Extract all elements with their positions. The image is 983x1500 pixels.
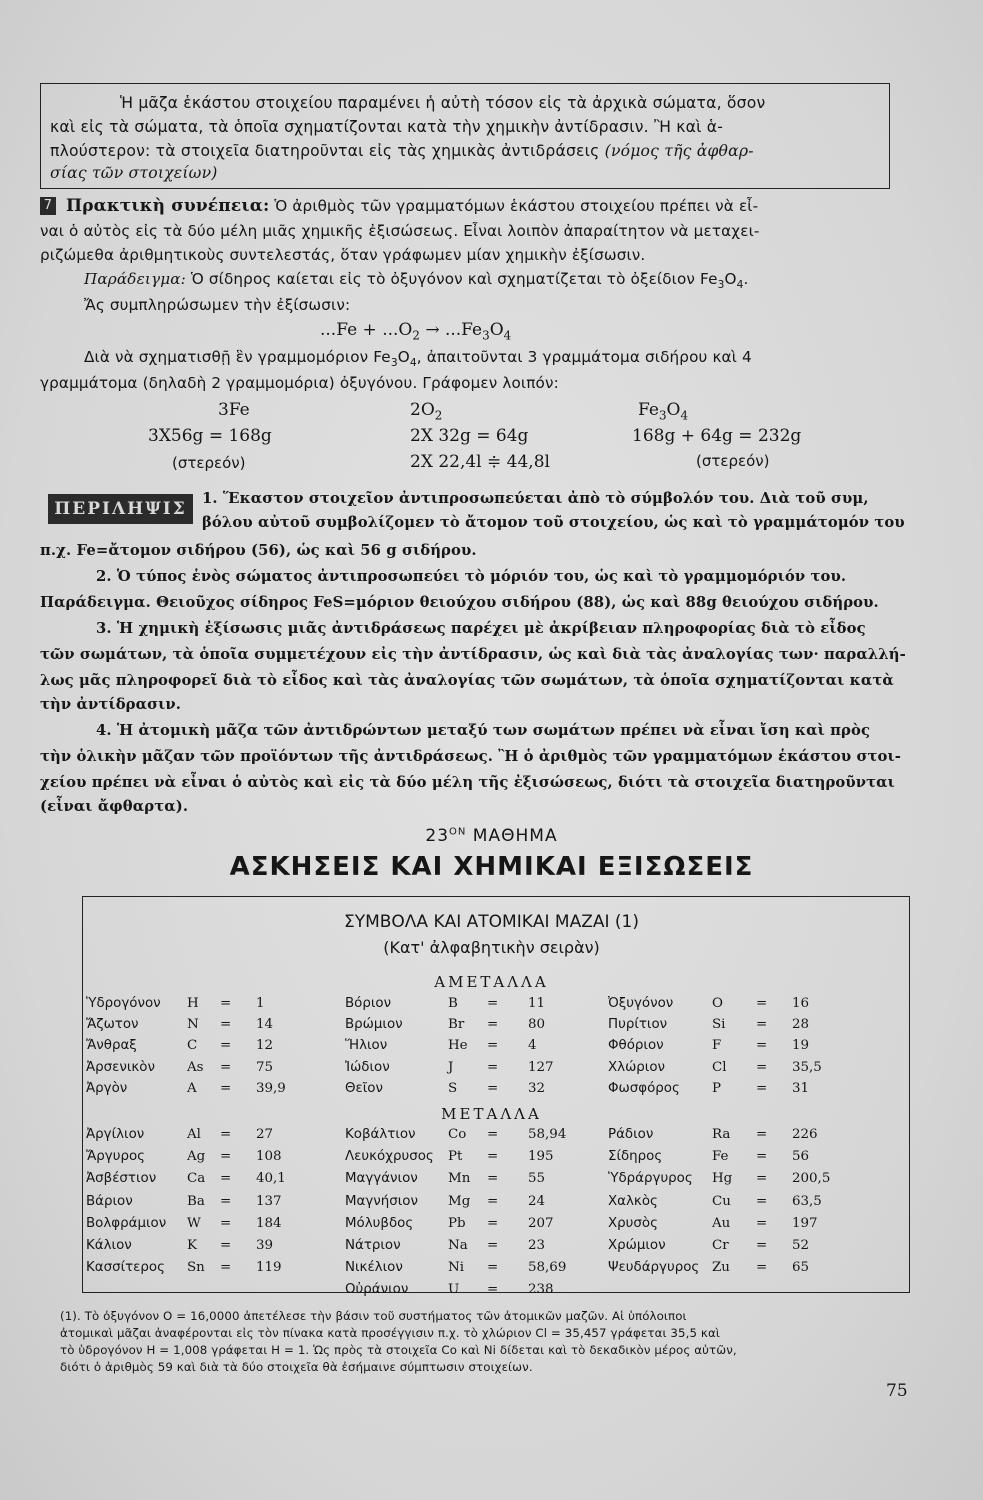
metals-name: Ράδιον — [608, 1127, 654, 1142]
footnote-line-4: διότι ὁ ἀριθμὸς 59 καὶ διὰ τὰ δύο στοιχεῖα θὰ ἐσήμαινε σύμπτωσιν στοιχείων. — [60, 1360, 533, 1374]
nonmetals-symbol: Cl — [712, 1059, 727, 1075]
metals-symbol: K — [187, 1238, 198, 1253]
metals-equals: = — [487, 1260, 499, 1276]
eq-part-b: → ...Fe — [419, 320, 483, 340]
metals-name: Κασσίτερος — [86, 1260, 165, 1276]
metals-symbol: Na — [448, 1238, 468, 1253]
col3-row2: 168g + 64g = 232g — [632, 426, 802, 446]
nonmetals-name: Βόριον — [345, 996, 392, 1011]
form-a: Διὰ νὰ σχηματισθῇ ἓν γραμμομόριον Fe — [84, 348, 391, 366]
metals-mass: 200,5 — [792, 1171, 831, 1187]
nonmetals-heading: ΑΜΕΤΑΛΛΑ — [434, 973, 549, 991]
metals-symbol: Cr — [712, 1238, 729, 1253]
metals-equals: = — [220, 1193, 232, 1209]
lesson-num: 23 — [425, 826, 450, 846]
nonmetals-mass: 80 — [528, 1017, 546, 1033]
law-line-3-text: πλούστερον: τὰ στοιχεῖα διατηροῦνται εἰς τὰς χημικὰς ἀντιδράσεις — [50, 142, 605, 160]
col2-r1-a: 2O — [410, 400, 435, 420]
practical-line-2: ναι ὁ αὐτὸς εἰς τὰ δύο μέλη μιᾶς χημικῆς ἐξισώσεως. Εἶναι λοιπὸν ἀπαραίτητον νὰ μεταχει- — [40, 222, 760, 240]
metals-symbol: Fe — [712, 1149, 729, 1165]
metals-equals: = — [487, 1193, 499, 1209]
metals-mass: 58,69 — [528, 1260, 567, 1276]
nonmetals-mass: 11 — [528, 996, 546, 1011]
nonmetals-equals: = — [220, 1080, 232, 1096]
nonmetals-name: Βρώμιον — [345, 1017, 403, 1033]
nonmetals-mass: 12 — [256, 1038, 274, 1054]
metals-name: Χρυσὸς — [608, 1215, 658, 1231]
nonmetals-name: Ἀργὸν — [86, 1080, 128, 1096]
metals-equals: = — [220, 1149, 232, 1165]
col3-r1-b: O — [666, 400, 681, 420]
nonmetals-mass: 31 — [792, 1080, 810, 1096]
metals-equals: = — [220, 1215, 232, 1231]
metals-symbol: Ra — [712, 1127, 731, 1142]
example-end: . — [743, 270, 749, 288]
lesson-sup: ΟΝ — [449, 826, 467, 838]
metals-name: Μαγγάνιον — [345, 1171, 418, 1187]
nonmetals-mass: 75 — [256, 1059, 274, 1075]
metals-symbol: U — [448, 1282, 460, 1298]
nonmetals-symbol: H — [187, 996, 199, 1011]
col1-row3: (στερεόν) — [172, 454, 246, 472]
metals-equals: = — [487, 1171, 499, 1187]
metals-name: Σίδηρος — [608, 1149, 663, 1165]
metals-name: Ἀργίλιον — [86, 1127, 145, 1142]
metals-mass: 39 — [256, 1238, 274, 1253]
summary-line-11: τὴν ὁλικὴν μᾶζαν τῶν προϊόντων τῆς ἀντιδράσεως. Ἢ ὁ ἀριθμὸς τῶν γραμματόμων ἑκάστου στοι- — [40, 748, 902, 765]
metals-mass: 58,94 — [528, 1127, 567, 1142]
section-number: 7 — [40, 197, 56, 215]
footnote-line-2: ἀτομικαὶ μᾶζαι ἀναφέρονται εἰς τὸν πίνακα κατὰ προσέγγισιν π.χ. τὸ χλώριον Cl = 35,457 γράφεται 35,5 καὶ — [60, 1326, 720, 1340]
summary-line-4: 2. Ὁ τύπος ἑνὸς σώματος ἀντιπροσωπεύει τὸ μόριόν του, ὡς καὶ τὸ γραμμομόριόν του. — [96, 568, 847, 585]
col1-row1: 3Fe — [218, 400, 250, 420]
nonmetals-name: Φωσφόρος — [608, 1080, 680, 1096]
nonmetals-symbol: S — [448, 1080, 458, 1096]
metals-equals: = — [756, 1260, 768, 1276]
summary-label: ΠΕΡΙΛΗΨΙΣ — [48, 494, 193, 524]
nonmetals-mass: 39,9 — [256, 1080, 286, 1096]
metals-mass: 63,5 — [792, 1193, 822, 1209]
metals-name: Ἄργυρος — [86, 1149, 146, 1165]
metals-mass: 226 — [792, 1127, 818, 1142]
footnote-line-3: τὸ ὑδρογόνον H = 1,008 γράφεται H = 1. Ὡς πρὸς τὰ στοιχεῖα Co καὶ Ni δίδεται καὶ τὸ δεκαδικὸν μέρος αὐτῶν, — [60, 1343, 737, 1357]
metals-equals: = — [220, 1127, 232, 1142]
metals-mass: 184 — [256, 1215, 282, 1231]
law-line-2: καὶ εἰς τὰ σώματα, τὰ ὁποῖα σχηματίζονται κατὰ τὴν χημικὴν ἀντίδρασιν. Ἢ καὶ ἁ- — [50, 118, 724, 136]
nonmetals-name: Χλώριον — [608, 1059, 666, 1075]
metals-symbol: Au — [712, 1215, 731, 1231]
example-sub-2: 4 — [736, 278, 744, 292]
metals-symbol: Al — [187, 1127, 201, 1142]
metals-name: Βολφράμιον — [86, 1215, 167, 1231]
metals-symbol: Co — [448, 1127, 467, 1142]
form-sub-2: 4 — [409, 356, 417, 370]
summary-line-12: χείου πρέπει νὰ εἶναι ὁ αὐτὸς καὶ εἰς τὰ δύο μέλη τῆς ἐξισώσεως, διότι τὰ στοιχεῖα διατηροῦνται — [40, 774, 895, 791]
metals-symbol: Pb — [448, 1215, 466, 1231]
equation-skeleton — [320, 320, 511, 342]
metals-equals: = — [756, 1193, 768, 1209]
metals-equals: = — [220, 1238, 232, 1253]
summary-line-8: λως μᾶς πληροφορεῖ διὰ τὸ εἶδος καὶ τὰς ἀναλογίας τῶν σωμάτων, τὰ ὁποῖα σχηματίζονται κατὰ — [40, 672, 894, 689]
metals-equals: = — [756, 1149, 768, 1165]
summary-line-7: τῶν σωμάτων, τὰ ὁποῖα συμμετέχουν εἰς τὴν ἀντίδρασιν, ὡς καὶ διὰ τὰς ἀναλογίας των· παραλλή- — [40, 646, 906, 663]
metals-name: Νικέλιον — [345, 1260, 403, 1276]
footnote-line-1: (1). Τὸ ὀξυγόνον O = 16,0000 ἀπετέλεσε τὴν βάσιν τοῦ συστήματος τῶν ἀτομικῶν μαζῶν. Αἱ ὑπόλοιποι — [60, 1309, 687, 1323]
col2-row1 — [410, 400, 442, 422]
table-title: ΣΥΜΒΟΛΑ ΚΑΙ ΑΤΟΜΙΚΑΙ ΜΑΖΑΙ (1) — [343, 912, 640, 932]
metals-mass: 195 — [528, 1149, 554, 1165]
metals-symbol: Pt — [448, 1149, 463, 1165]
metals-equals: = — [487, 1127, 499, 1142]
nonmetals-mass: 19 — [792, 1038, 810, 1054]
nonmetals-symbol: J — [448, 1059, 454, 1075]
metals-mass: 207 — [528, 1215, 554, 1231]
nonmetals-equals: = — [756, 1038, 768, 1054]
metals-mass: 119 — [256, 1260, 282, 1276]
metals-symbol: Mn — [448, 1171, 471, 1187]
nonmetals-symbol: C — [187, 1038, 198, 1054]
nonmetals-name: Πυρίτιον — [608, 1017, 668, 1033]
metals-symbol: Hg — [712, 1171, 733, 1187]
nonmetals-symbol: O — [712, 996, 723, 1011]
nonmetals-symbol: As — [187, 1059, 204, 1075]
nonmetals-mass: 35,5 — [792, 1059, 822, 1075]
practical-title: Πρακτικὴ συνέπεια: — [66, 196, 270, 216]
col1-row2: 3X56g = 168g — [148, 426, 272, 446]
metals-equals: = — [487, 1282, 499, 1298]
complete-line: Ἄς συμπληρώσωμεν τὴν ἐξίσωσιν: — [84, 296, 351, 314]
col3-r1-a: Fe — [638, 400, 659, 420]
summary-line-3: π.χ. Fe=ἄτομον σιδήρου (56), ὡς καὶ 56 g σιδήρου. — [40, 542, 477, 559]
nonmetals-mass: 16 — [792, 996, 810, 1011]
metals-mass: 52 — [792, 1238, 810, 1253]
nonmetals-equals: = — [756, 1017, 768, 1033]
nonmetals-equals: = — [487, 1080, 499, 1096]
nonmetals-symbol: A — [187, 1080, 197, 1096]
metals-mass: 108 — [256, 1149, 282, 1165]
nonmetals-mass: 32 — [528, 1080, 546, 1096]
col3-row3: (στερεόν) — [696, 452, 770, 470]
eq-part-c: O — [489, 320, 504, 340]
metals-name: Κάλιον — [86, 1238, 132, 1253]
nonmetals-name: Ἥλιον — [345, 1038, 388, 1054]
example-label: Παράδειγμα: — [84, 270, 186, 288]
metals-mass: 56 — [792, 1149, 810, 1165]
metals-equals: = — [220, 1171, 232, 1187]
metals-symbol: Ca — [187, 1171, 206, 1187]
metals-mass: 65 — [792, 1260, 810, 1276]
nonmetals-equals: = — [756, 1059, 768, 1075]
eq-sub-1: 2 — [412, 328, 420, 343]
metals-name: Λευκόχρυσος — [345, 1149, 434, 1165]
lesson-number — [0, 826, 983, 846]
eq-sub-2: 3 — [482, 328, 490, 343]
summary-line-2: βόλου αὐτοῦ συμβολίζομεν τὸ ἄτομον τοῦ στοιχείου, ὡς καὶ τὸ γραμμάτομόν του — [202, 514, 905, 531]
example-text: Ὁ σίδηρος καίεται εἰς τὸ ὀξυγόνον καὶ σχηματίζεται τὸ ὀξείδιον Fe — [185, 270, 718, 288]
metals-equals: = — [756, 1127, 768, 1142]
metals-mass: 238 — [528, 1282, 554, 1298]
nonmetals-name: Ὑδρογόνον — [86, 996, 161, 1011]
nonmetals-symbol: Br — [448, 1017, 465, 1033]
nonmetals-equals: = — [756, 996, 768, 1011]
metals-name: Οὐράνιον — [345, 1282, 409, 1298]
eq-part-a: ...Fe + ...O — [320, 320, 413, 340]
col2-row3: 2X 22,4l ≑ 44,8l — [410, 452, 550, 472]
metals-mass: 24 — [528, 1193, 546, 1209]
practical-text-1: Ὁ ἀριθμὸς τῶν γραμματόμων ἑκάστου στοιχείου πρέπει νὰ εἶ- — [269, 197, 759, 215]
eq-sub-3: 4 — [503, 328, 512, 343]
nonmetals-symbol: F — [712, 1038, 722, 1054]
metals-name: Ψευδάργυρος — [608, 1260, 700, 1276]
nonmetals-symbol: N — [187, 1017, 199, 1033]
metals-symbol: Ni — [448, 1260, 464, 1276]
summary-line-6: 3. Ἡ χημικὴ ἐξίσωσις μιᾶς ἀντιδράσεως παρέχει μὲ ἀκρίβειαν πληροφορίας διὰ τὸ εἶδος — [96, 620, 866, 637]
nonmetals-name: Φθόριον — [608, 1038, 664, 1054]
metals-mass: 137 — [256, 1193, 282, 1209]
form-sub-1: 3 — [390, 356, 398, 370]
metals-symbol: Ag — [187, 1149, 206, 1165]
col2-r1-sub: 2 — [434, 408, 443, 423]
nonmetals-mass: 28 — [792, 1017, 810, 1033]
nonmetals-equals: = — [220, 1038, 232, 1054]
metals-symbol: W — [187, 1215, 201, 1231]
nonmetals-equals: = — [756, 1080, 768, 1096]
nonmetals-equals: = — [487, 1017, 499, 1033]
col3-r1-sub1: 3 — [658, 408, 667, 423]
metals-equals: = — [756, 1215, 768, 1231]
metals-equals: = — [220, 1260, 232, 1276]
summary-line-1: 1. Ἕκαστον στοιχεῖον ἀντιπροσωπεύεται ἀπὸ τὸ σύμβολόν του. Διὰ τοῦ συμ, — [202, 490, 869, 507]
nonmetals-symbol: Si — [712, 1017, 726, 1033]
col3-r1-sub2: 4 — [680, 408, 689, 423]
nonmetals-mass: 4 — [528, 1038, 537, 1054]
metals-mass: 40,1 — [256, 1171, 286, 1187]
nonmetals-equals: = — [220, 1017, 232, 1033]
metals-mass: 23 — [528, 1238, 546, 1253]
col3-row1 — [638, 400, 688, 422]
metals-name: Κοβάλτιον — [345, 1127, 416, 1142]
summary-line-13: (εἶναι ἄφθαρτα). — [40, 798, 189, 815]
nonmetals-name: Ὀξυγόνον — [608, 996, 674, 1011]
nonmetals-symbol: He — [448, 1038, 468, 1054]
nonmetals-equals: = — [220, 996, 232, 1011]
metals-name: Ἀσβέστιον — [86, 1171, 157, 1187]
nonmetals-symbol: P — [712, 1080, 722, 1096]
law-line-3 — [50, 142, 754, 160]
law-line-1: Ἡ μᾶζα ἑκάστου στοιχείου παραμένει ἡ αὐτὴ τόσον εἰς τὰ ἀρχικὰ σώματα, ὅσον — [120, 94, 766, 112]
metals-name: Μαγνήσιον — [345, 1193, 418, 1209]
metals-symbol: Sn — [187, 1260, 205, 1276]
nonmetals-name: Ἄνθραξ — [86, 1038, 137, 1054]
summary-line-9: τὴν ἀντίδρασιν. — [40, 696, 181, 713]
col2-row2: 2X 32g = 64g — [410, 426, 529, 446]
metals-equals: = — [487, 1238, 499, 1253]
nonmetals-name: Θεῖον — [345, 1080, 383, 1096]
metals-name: Χρώμιον — [608, 1238, 666, 1253]
metals-equals: = — [487, 1149, 499, 1165]
nonmetals-equals: = — [487, 1038, 499, 1054]
metals-symbol: Ba — [187, 1193, 205, 1209]
nonmetals-equals: = — [487, 996, 499, 1011]
summary-line-5: Παράδειγμα. Θειοῦχος σίδηρος FeS=μόριον θειούχου σιδήρου (88), ὡς καὶ 88g θειούχου σιδήρου. — [40, 594, 879, 611]
metals-name: Χαλκὸς — [608, 1193, 658, 1209]
lesson-word: ΜΑΘΗΜΑ — [466, 826, 558, 846]
metals-equals: = — [756, 1238, 768, 1253]
example-line — [84, 270, 749, 291]
metals-equals: = — [487, 1215, 499, 1231]
page-number: 75 — [886, 1381, 908, 1401]
metals-name: Μόλυβδος — [345, 1215, 414, 1231]
metals-name: Νάτριον — [345, 1238, 401, 1253]
nonmetals-mass: 127 — [528, 1059, 554, 1075]
metals-mass: 197 — [792, 1215, 818, 1231]
lesson-title: ΑΣΚΗΣΕΙΣ ΚΑΙ ΧΗΜΙΚΑΙ ΕΞΙΣΩΣΕΙΣ — [229, 852, 754, 882]
example-o: O — [724, 270, 737, 288]
metals-name: Βάριον — [86, 1193, 133, 1209]
metals-mass: 27 — [256, 1127, 274, 1142]
summary-line-10: 4. Ἡ ἀτομικὴ μᾶζα τῶν ἀντιδρώντων μεταξύ των σωμάτων πρέπει νὰ εἶναι ἴση καὶ πρὸς — [96, 722, 871, 739]
formation-line-2: γραμμάτομα (δηλαδὴ 2 γραμμομόρια) ὀξυγόνου. Γράφομεν λοιπόν: — [40, 374, 559, 392]
practical-line-3: ριζώμεθα ἀριθμητικοὺς συντελεστάς, ὅταν γράφωμεν μίαν χημικὴν ἐξίσωσιν. — [40, 246, 646, 264]
metals-equals: = — [756, 1171, 768, 1187]
nonmetals-equals: = — [487, 1059, 499, 1075]
metals-symbol: Cu — [712, 1193, 731, 1209]
metals-symbol: Mg — [448, 1193, 471, 1209]
form-c: , ἀπαιτοῦνται 3 γραμμάτομα σιδήρου καὶ 4 — [416, 348, 752, 366]
nonmetals-equals: = — [220, 1059, 232, 1075]
nonmetals-name: Ἰώδιον — [345, 1059, 390, 1075]
metals-mass: 55 — [528, 1171, 546, 1187]
nonmetals-mass: 14 — [256, 1017, 274, 1033]
metals-heading: ΜΕΤΑΛΛΑ — [441, 1105, 542, 1123]
form-b: O — [397, 348, 410, 366]
example-sub-1: 3 — [717, 278, 725, 292]
law-line-4: σίας τῶν στοιχείων) — [50, 164, 218, 182]
practical-line-1 — [40, 196, 758, 216]
metals-name: Ὑδράργυρος — [608, 1171, 693, 1187]
nonmetals-symbol: B — [448, 996, 458, 1011]
table-subtitle: (Κατ' ἀλφαβητικὴν σειρὰν) — [383, 938, 600, 957]
formation-line-1 — [84, 348, 752, 369]
nonmetals-name: Ἄζωτον — [86, 1017, 139, 1033]
metals-symbol: Zu — [712, 1260, 730, 1276]
law-name-part1: (νόμος τῆς ἀφθαρ- — [604, 142, 754, 160]
nonmetals-mass: 1 — [256, 996, 265, 1011]
nonmetals-name: Ἀρσενικὸν — [86, 1059, 155, 1075]
